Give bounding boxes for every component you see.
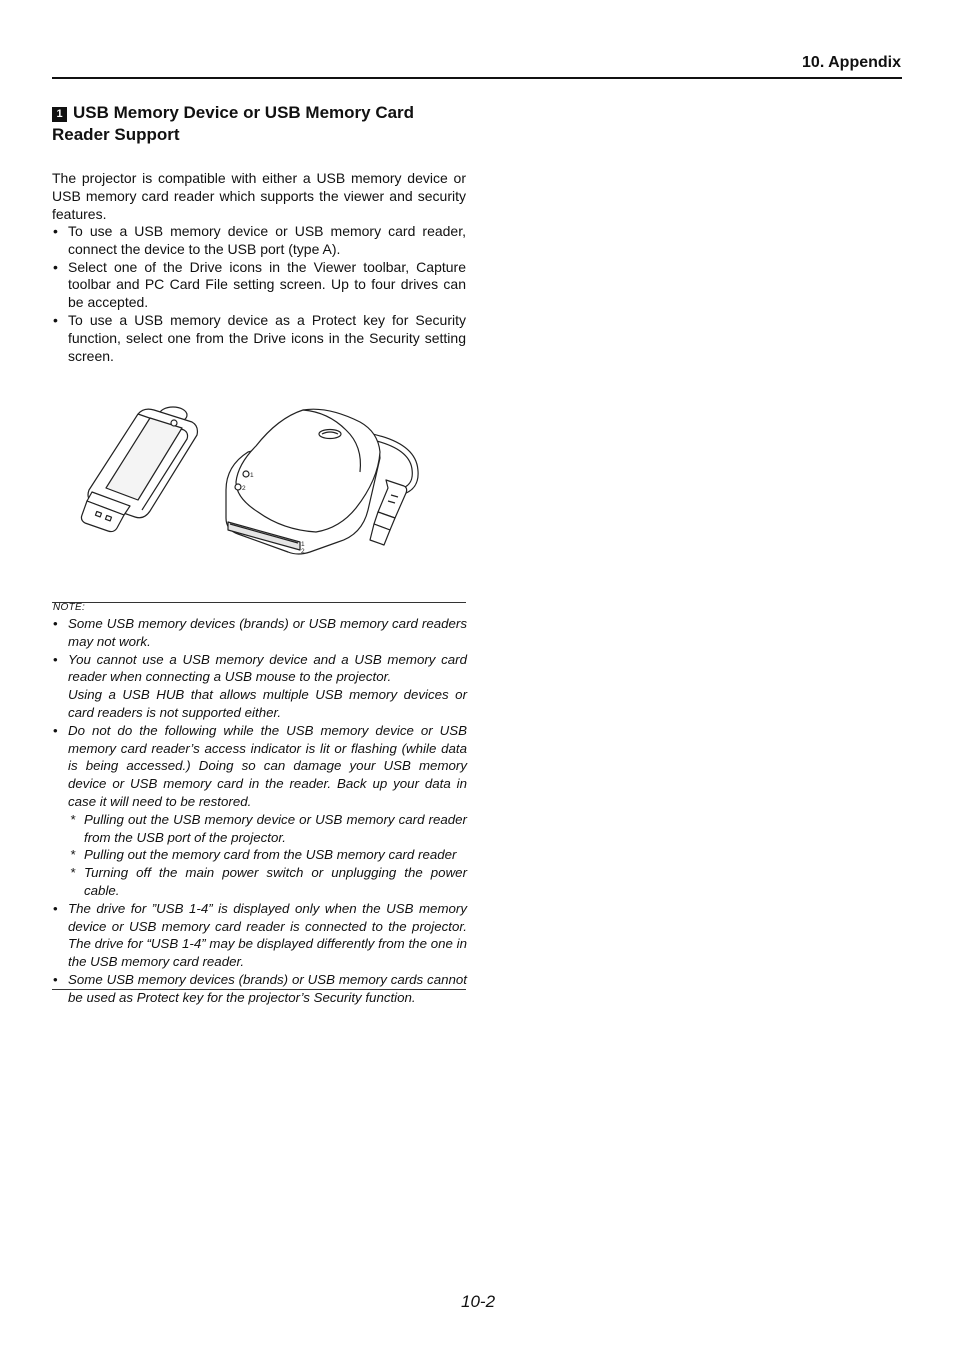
note-text: Some USB memory devices (brands) or USB memory card readers may not work. (68, 616, 467, 649)
note-sub-item: * Pulling out the USB memory device or USB memory card reader from the USB port of the projector. (68, 811, 467, 847)
note-sub-item: * Pulling out the memory card from the USB memory card reader (68, 846, 467, 864)
bullet-item: • To use a USB memory device as a Protect key for Security function, select one from the Drive icons in the Security setting screen. (52, 312, 466, 365)
chapter-title: 10. Appendix (802, 54, 901, 71)
note-text-continued: Using a USB HUB that allows multiple USB memory devices or card readers is not supported either. (68, 687, 467, 720)
header-rule (52, 77, 902, 79)
bullet-item: • Select one of the Drive icons in the Viewer toolbar, Capture toolbar and PC Card File setting screen. Up to four drives can be accepted. (52, 259, 466, 312)
reader-slot-label-1: 1 (301, 541, 305, 548)
note-sub-item: * Turning off the main power switch or unplugging the power cable. (68, 864, 467, 900)
section-heading (52, 102, 472, 146)
note-item (52, 722, 467, 900)
note-text: • You cannot use a USB memory device and a USB memory card reader when connecting a USB mouse to the projector. (68, 651, 467, 685)
usb-memory-stick-icon (81, 407, 197, 532)
note-text: Some USB memory devices (brands) or USB memory cards cannot be used as Protect key for the projector’s Security function. (68, 971, 467, 1005)
feature-bullet-list (52, 223, 466, 365)
usb-devices-illustration (78, 400, 423, 570)
bullet-item: • To use a USB memory device or USB memory card reader, connect the device to the USB port (type A). (52, 223, 466, 259)
note-text: • Do not do the following while the USB memory device or USB memory card reader’s access indicator is lit or flashing (while data is being accessed.) Doing so can damage your USB memory device or USB memory card in the reader. Back up your data in case it will need to be restored. (68, 722, 467, 809)
reader-side-label-1: 1 (250, 472, 254, 479)
usb-card-reader-icon (226, 409, 415, 554)
note-label: NOTE: (53, 602, 86, 613)
section-number-badge: 1 (52, 107, 67, 122)
note-item (52, 900, 467, 971)
note-list (52, 615, 467, 1007)
note-top-rule (52, 602, 466, 603)
section-heading-line2: Reader Support (52, 125, 180, 144)
reader-slot-label-2: 2 (301, 548, 305, 555)
note-item (52, 651, 467, 722)
section-heading-line1: USB Memory Device or USB Memory Card (73, 103, 415, 122)
note-item (52, 615, 467, 651)
intro-paragraph: The projector is compatible with either a USB memory device or USB memory card reader which supports the viewer and security features. (52, 170, 466, 222)
note-bottom-rule (52, 989, 466, 990)
note-text: The drive for ”USB 1-4” is displayed only when the USB memory device or USB memory card reader is connected to the projector. The drive for “USB 1-4” may be displayed differently from the one in the USB memory card reader. (68, 900, 467, 970)
reader-side-label-2: 2 (242, 485, 246, 492)
note-sub-list (68, 811, 467, 900)
page-number: 10-2 (461, 1292, 496, 1311)
